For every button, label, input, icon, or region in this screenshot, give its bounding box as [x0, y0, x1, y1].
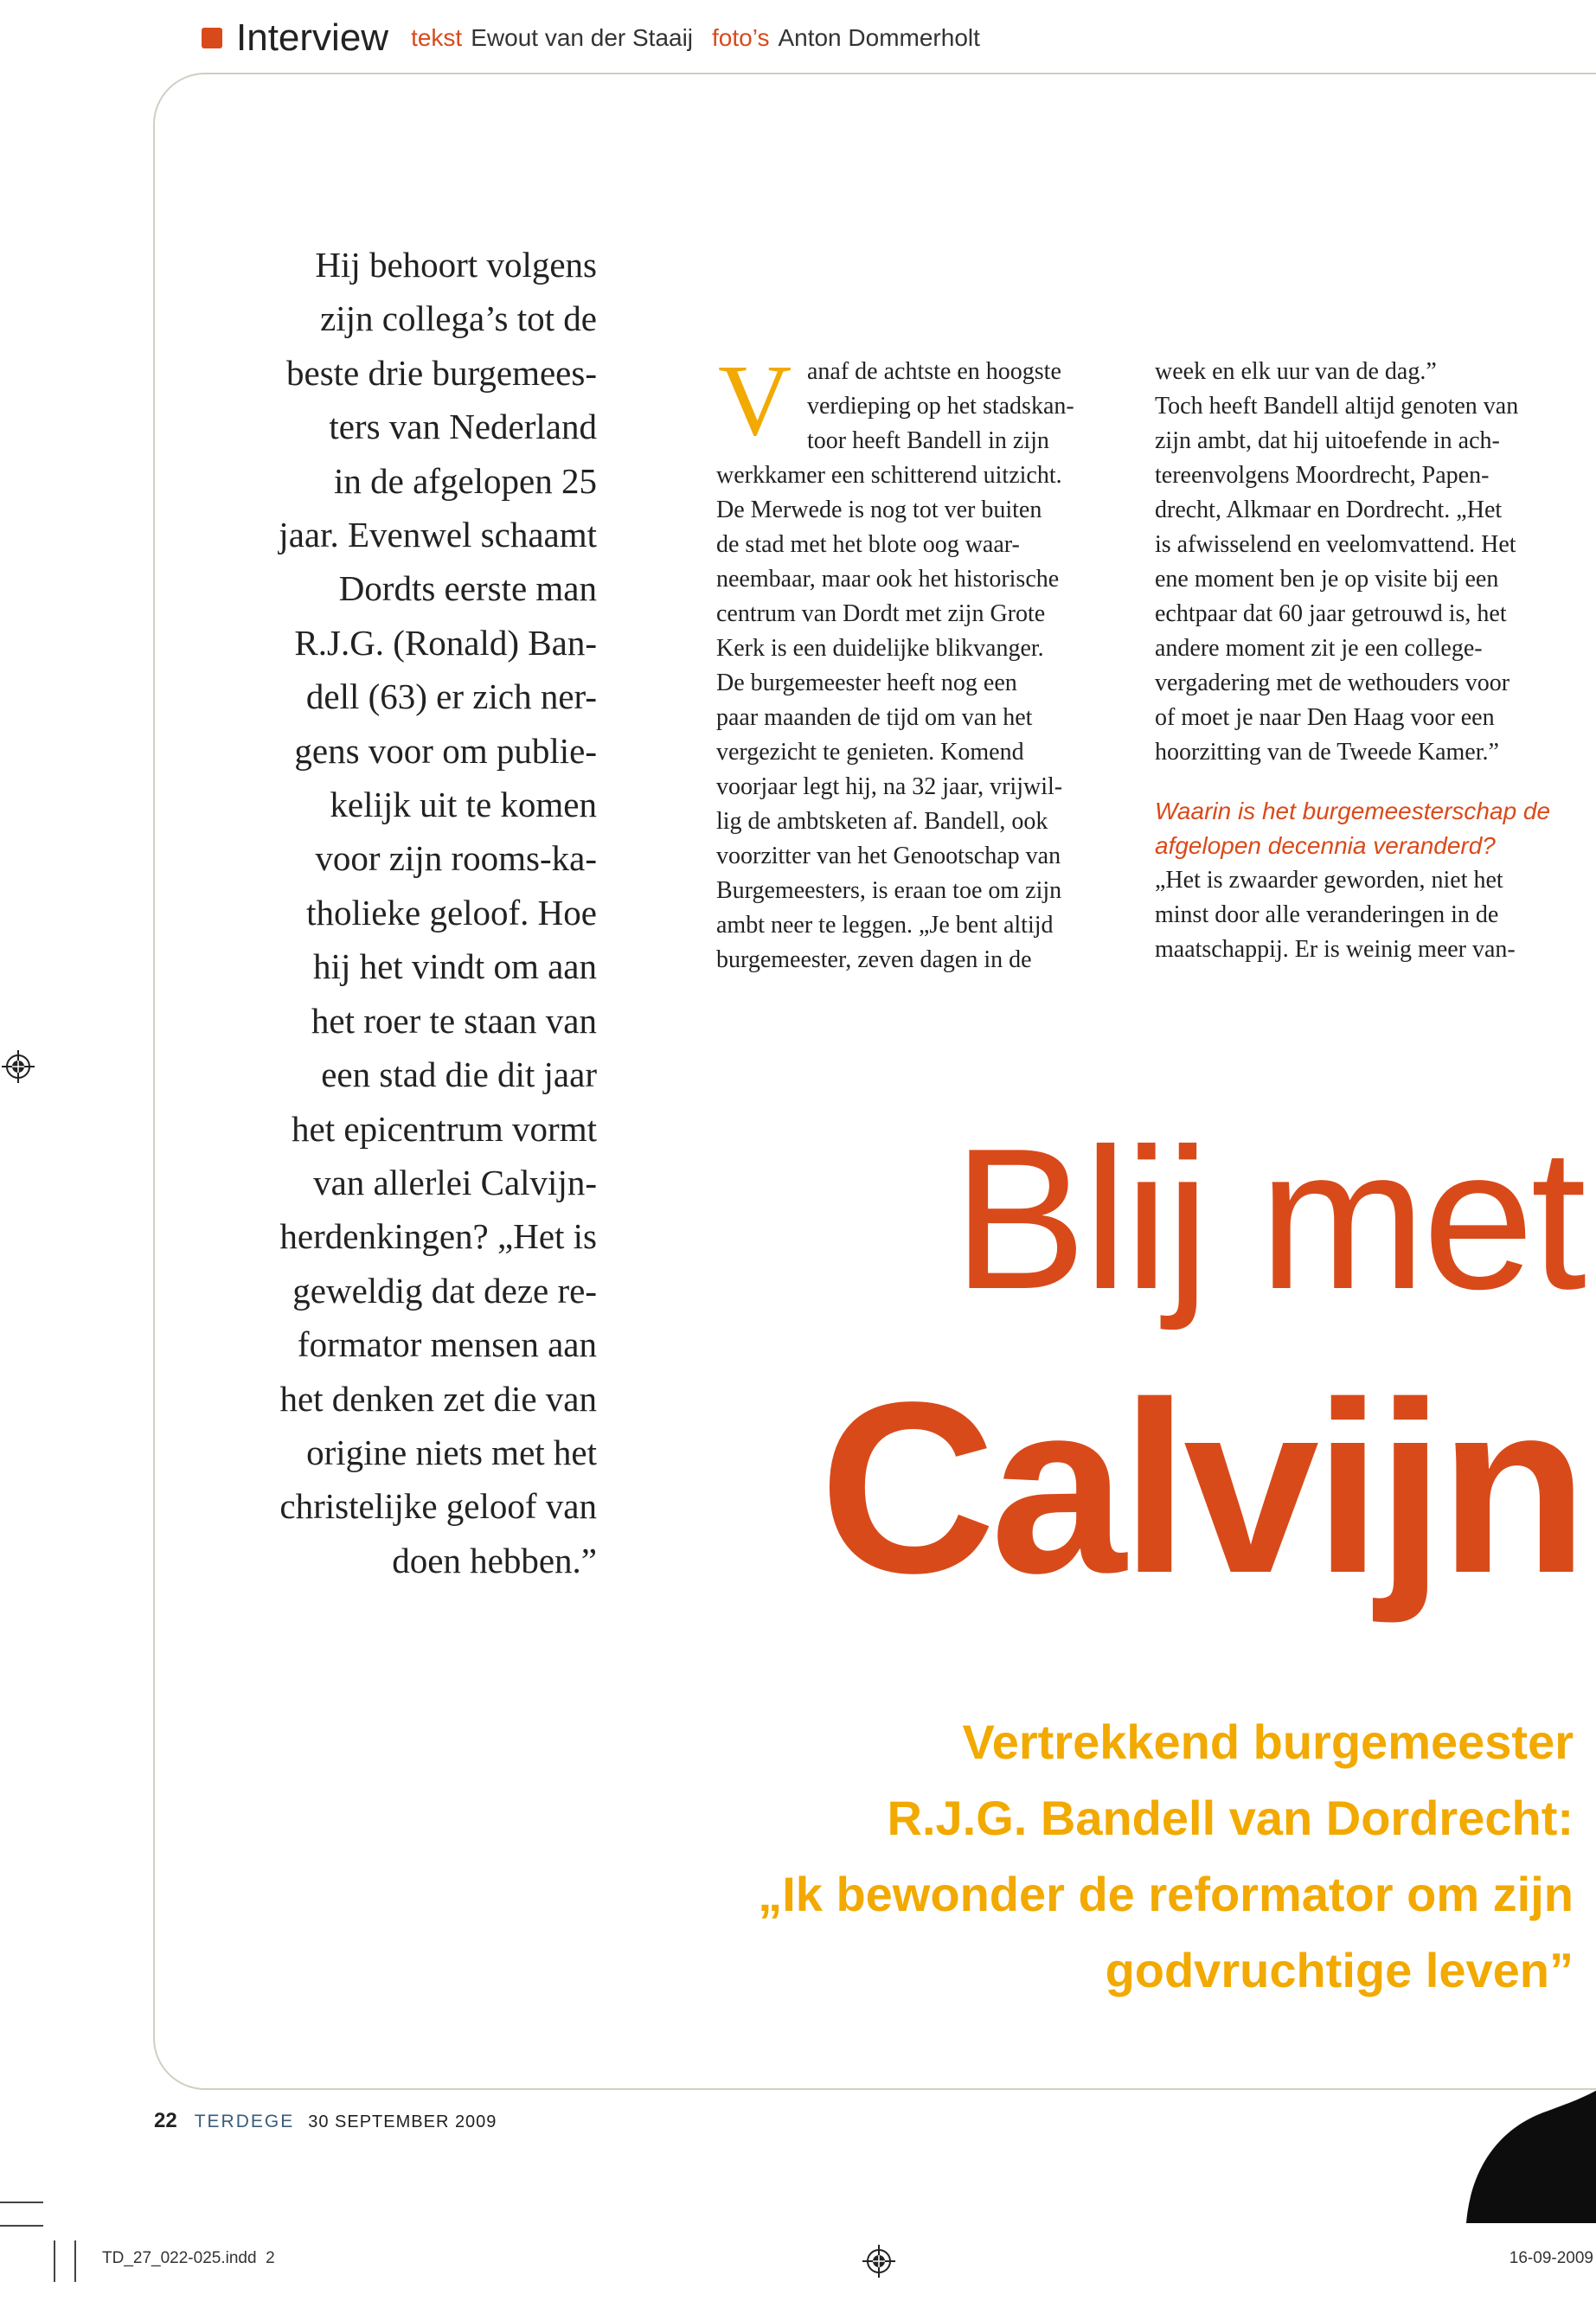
intro-line: herdenkingen? „Het is — [279, 1216, 597, 1257]
body-text-line: lig de ambtsketen af. Bandell, ook — [716, 808, 1048, 835]
body-text-line: zijn ambt, dat hij uitoefende in ach- — [1155, 427, 1500, 454]
body-text-line: is afwisselend en veelomvattend. Het — [1155, 531, 1516, 558]
intro-line: formator mensen aan — [297, 1324, 597, 1365]
body-text-line: vergezicht te genieten. Komend — [716, 739, 1024, 766]
intro-line: hij het vindt om aan — [313, 946, 597, 987]
intro-line: R.J.G. (Ronald) Ban- — [294, 622, 597, 663]
article-header — [202, 12, 999, 64]
crop-mark — [0, 2202, 43, 2203]
crop-mark — [54, 2240, 55, 2282]
body-text-line: ambt neer te leggen. „Je bent altijd — [716, 912, 1054, 939]
intro-line: kelijk uit te komen — [330, 785, 597, 825]
body-text-line: de stad met het blote oog waar- — [716, 531, 1020, 558]
intro-line: christelijke geloof van — [279, 1486, 597, 1527]
body-text-line: „Het is zwaarder geworden, niet het — [1155, 867, 1503, 894]
body-text-line: voorjaar legt hij, na 32 jaar, vrijwil- — [716, 773, 1063, 800]
body-text-line: voorzitter van het Genootschap van — [716, 843, 1061, 869]
slug-file — [102, 2249, 275, 2268]
body-text-line: minst door alle veranderingen in de — [1155, 901, 1499, 928]
body-text-line: maatschappij. Er is weinig meer van- — [1155, 936, 1516, 963]
page-footer — [154, 2109, 497, 2133]
photo-credit-author: Anton Dommerholt — [778, 24, 980, 51]
body-text-line: hoorzitting van de Tweede Kamer.” — [1155, 739, 1499, 766]
intro-paragraph — [216, 238, 597, 1587]
subtitle-line: „Ik bewonder de reformator om zijn — [758, 1867, 1574, 1921]
headline-line-2: Calvijn — [819, 1351, 1583, 1624]
crop-mark — [74, 2240, 76, 2282]
intro-line: ters van Nederland — [329, 407, 597, 447]
headline-line-1: Blij met — [952, 1107, 1583, 1331]
intro-line: geweldig dat deze re- — [292, 1270, 597, 1311]
body-text-line: of moet je naar Den Haag voor een — [1155, 704, 1495, 731]
body-text-line: vergadering met de wethouders voor — [1155, 670, 1510, 696]
registration-mark-icon — [862, 2245, 895, 2278]
section-marker-icon — [202, 28, 222, 48]
intro-line: beste drie burgemees- — [286, 352, 597, 393]
magazine-name: TERDEGE — [194, 2112, 295, 2131]
drop-cap: V — [718, 343, 792, 457]
body-text-line: centrum van Dordt met zijn Grote — [716, 600, 1046, 627]
subtitle-line: R.J.G. Bandell van Dordrecht: — [887, 1791, 1574, 1845]
body-text-line: echtpaar dat 60 jaar getrouwd is, het — [1155, 600, 1507, 627]
body-text-line: week en elk uur van de dag.” — [1155, 358, 1437, 385]
body-text-line: Kerk is een duidelijke blikvanger. — [716, 635, 1044, 662]
subtitle-line: godvruchtige leven” — [1105, 1943, 1574, 1997]
body-text-line: De Merwede is nog tot ver buiten — [716, 497, 1042, 523]
article-column-2 — [1155, 355, 1583, 967]
body-text-line: ene moment ben je op visite bij een — [1155, 566, 1499, 593]
intro-line: dell (63) er zich ner- — [305, 676, 597, 717]
slug-page: 2 — [266, 2249, 275, 2267]
intro-line: het epicentrum vormt — [292, 1108, 597, 1149]
slug-filename: TD_27_022-025.indd — [102, 2249, 257, 2267]
interview-question-line: afgelopen decennia veranderd? — [1155, 832, 1496, 859]
body-text-line: Toch heeft Bandell altijd genoten van — [1155, 393, 1519, 420]
photo-fragment — [1462, 2050, 1596, 2223]
intro-line: in de afgelopen 25 — [334, 460, 597, 501]
body-text-line: andere moment zit je een college- — [1155, 635, 1483, 662]
issue-date: 30 SEPTEMBER 2009 — [308, 2112, 497, 2131]
intro-line: gens voor om publie- — [294, 730, 597, 771]
body-text-line: werkkamer een schitterend uitzicht. — [716, 462, 1062, 489]
slug-date: 16-09-2009 — [1509, 2249, 1593, 2267]
intro-line: origine niets met het — [306, 1432, 597, 1472]
intro-line: het denken zet die van — [279, 1378, 597, 1419]
intro-line: van allerlei Calvijn- — [313, 1162, 597, 1202]
page-number: 22 — [154, 2109, 177, 2132]
body-text-line: verdieping op het stadskan- — [807, 393, 1074, 420]
body-text-line: toor heeft Bandell in zijn — [807, 427, 1049, 454]
intro-line: zijn collega’s tot de — [320, 298, 597, 339]
intro-line: het roer te staan van — [311, 1000, 597, 1041]
headline-subtitle — [758, 1704, 1574, 2009]
intro-line: Hij behoort volgens — [315, 245, 597, 285]
body-text-line: tereenvolgens Moordrecht, Papen- — [1155, 462, 1490, 489]
body-text-line: drecht, Alkmaar en Dordrecht. „Het — [1155, 497, 1503, 523]
section-title: Interview — [236, 16, 389, 59]
subtitle-line: Vertrekkend burgemeester — [962, 1715, 1574, 1769]
photo-credit-label: foto’s — [712, 24, 770, 51]
body-text-line: anaf de achtste en hoogste — [807, 358, 1061, 385]
body-text-line: Burgemeesters, is eraan toe om zijn — [716, 877, 1062, 904]
registration-mark-icon — [2, 1050, 35, 1083]
body-text-line: De burgemeester heeft nog een — [716, 670, 1017, 696]
text-credit-label: tekst — [411, 24, 463, 51]
intro-line: doen hebben.” — [392, 1540, 597, 1580]
body-text-line: neembaar, maar ook het historische — [716, 566, 1060, 593]
body-text-line: paar maanden de tijd om van het — [716, 704, 1033, 731]
body-text-line: burgemeester, zeven dagen in de — [716, 946, 1032, 973]
article-column-1 — [716, 343, 1125, 977]
intro-line: tholieke geloof. Hoe — [306, 892, 597, 933]
intro-line: voor zijn rooms-ka- — [315, 838, 597, 879]
intro-line: Dordts eerste man — [338, 568, 597, 609]
interview-question-line: Waarin is het burgemeesterschap de — [1155, 798, 1551, 824]
text-credit-author: Ewout van der Staaij — [471, 24, 694, 51]
crop-mark — [0, 2225, 43, 2227]
intro-line: jaar. Evenwel schaamt — [279, 515, 597, 555]
intro-line: een stad die dit jaar — [321, 1054, 597, 1095]
